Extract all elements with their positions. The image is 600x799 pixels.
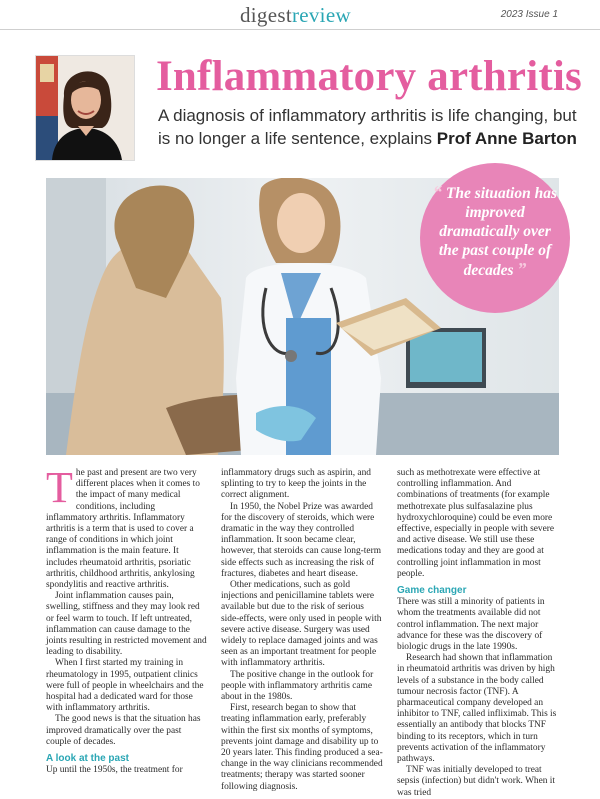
article-standfirst (158, 104, 578, 150)
body-paragraph: There was still a minority of patients in whom the treatments available did not control inflammation. The next major advance for these was the discovery of biologic drugs in the late 1990s. (397, 597, 545, 653)
paragraph-text: he past and present are two very different places when it comes to the impact of many medical conditions, including inflammatory arthritis. Inflammatory arthritis is a term that is used to cover a range of conditions in which joint inflammation is the main feature. It includes rheumatoid arthritis, psoriatic arthritis, childhood arthritis, ankylosing spondylitis and reactive arthritis. (46, 468, 200, 591)
article-body (46, 463, 561, 798)
article-title: Inflammatory arthritis (156, 53, 582, 100)
body-paragraph: Joint inflammation causes pain, swelling, stiffness and they may look red or feel warm to touch. If left untreated, inflammation can cause damage to the joints resulting in restricted movement and leading to disability. (46, 591, 207, 658)
author-photo (36, 56, 134, 160)
body-paragraph: When I first started my training in rheumatology in 1995, outpatient clinics were full of people in wheelchairs and the hospital had a dedicated ward for those with inflammatory arthritis. (46, 658, 204, 714)
logo-text-digest: digest (240, 3, 292, 27)
body-paragraph: TNF was initially developed to treat sepsis (infection) but didn't work. When it was tried (397, 765, 556, 798)
body-column-1 (46, 463, 208, 776)
masthead-divider (0, 29, 600, 30)
close-quote-mark: ” (517, 259, 527, 279)
body-paragraph: The good news is that the situation has improved dramatically over the past couple of decades. (46, 714, 201, 747)
body-paragraph: Other medications, such as gold injections and penicillamine tablets were available but due to the risk of serious side-effects, were only used in people with severe active disease. Surgery was used widely to replace damaged joints and was seen as an important treatment for people with inflammatory arthritis. (221, 580, 382, 669)
body-paragraph: Research had shown that inflammation in rheumatoid arthritis was driven by high levels of a substance in the body called tumour necrosis factor (TNF). A pharmaceutical company developed an inhibitor to TNF, called infliximab. This is essentially an antibody that blocks TNF binding to its receptors, which in turn prevents activation of the inflammatory pathways. (397, 653, 557, 765)
body-paragraph: Up until the 1950s, the treatment for (46, 765, 183, 776)
open-quote-mark: “ (433, 182, 442, 202)
author-name: Prof Anne Barton (436, 129, 577, 148)
logo-text-review: review (291, 3, 351, 27)
section-heading: Game changer (397, 585, 467, 597)
body-paragraph (46, 463, 208, 591)
body-column-3 (397, 468, 559, 799)
drop-cap: T (46, 463, 73, 512)
body-paragraph: First, research began to show that treating inflammation early, preferably within the first six months of symptoms, prevents joint damage and disability up to 20 years later. This finding produced a sea-change in the way clinicians recommended treatments; therapy was started sooner following diagnosis. (221, 703, 383, 792)
pull-quote (420, 163, 570, 313)
publication-logo (240, 3, 351, 28)
standfirst-text: A diagnosis of inflammatory arthritis is life changing, but is no longer a life sentence, explains (158, 106, 577, 148)
issue-label: 2023 Issue 1 (500, 9, 558, 20)
pull-quote-text: The situation has improved dramatically over the past couple of decades (438, 185, 557, 279)
body-paragraph: The positive change in the outlook for people with inflammatory arthritis came about in the 1980s. (221, 669, 374, 703)
masthead (0, 0, 600, 30)
body-paragraph: In 1950, the Nobel Prize was awarded for the discovery of steroids, which were dramatic in the way they controlled inflammation. It soon became clear, however, that steroids can cause long-term side effects such as increasing the risk of fractures, diabetes and heart disease. (221, 501, 381, 579)
body-column-2 (221, 468, 383, 793)
section-heading: A look at the past (46, 753, 129, 765)
body-paragraph: inflammatory drugs such as aspirin, and splinting to try to keep the joints in the correct alignment. (221, 468, 371, 501)
body-paragraph: such as methotrexate were effective at controlling inflammation. And combinations of treatments (for example methotrexate plus sulfasalazine plus hydroxychloroquine) could be even more effective, especially in people with severe and active disease. We still use these medications today and they are good at controlling joint inflammation in most people. (397, 468, 555, 579)
